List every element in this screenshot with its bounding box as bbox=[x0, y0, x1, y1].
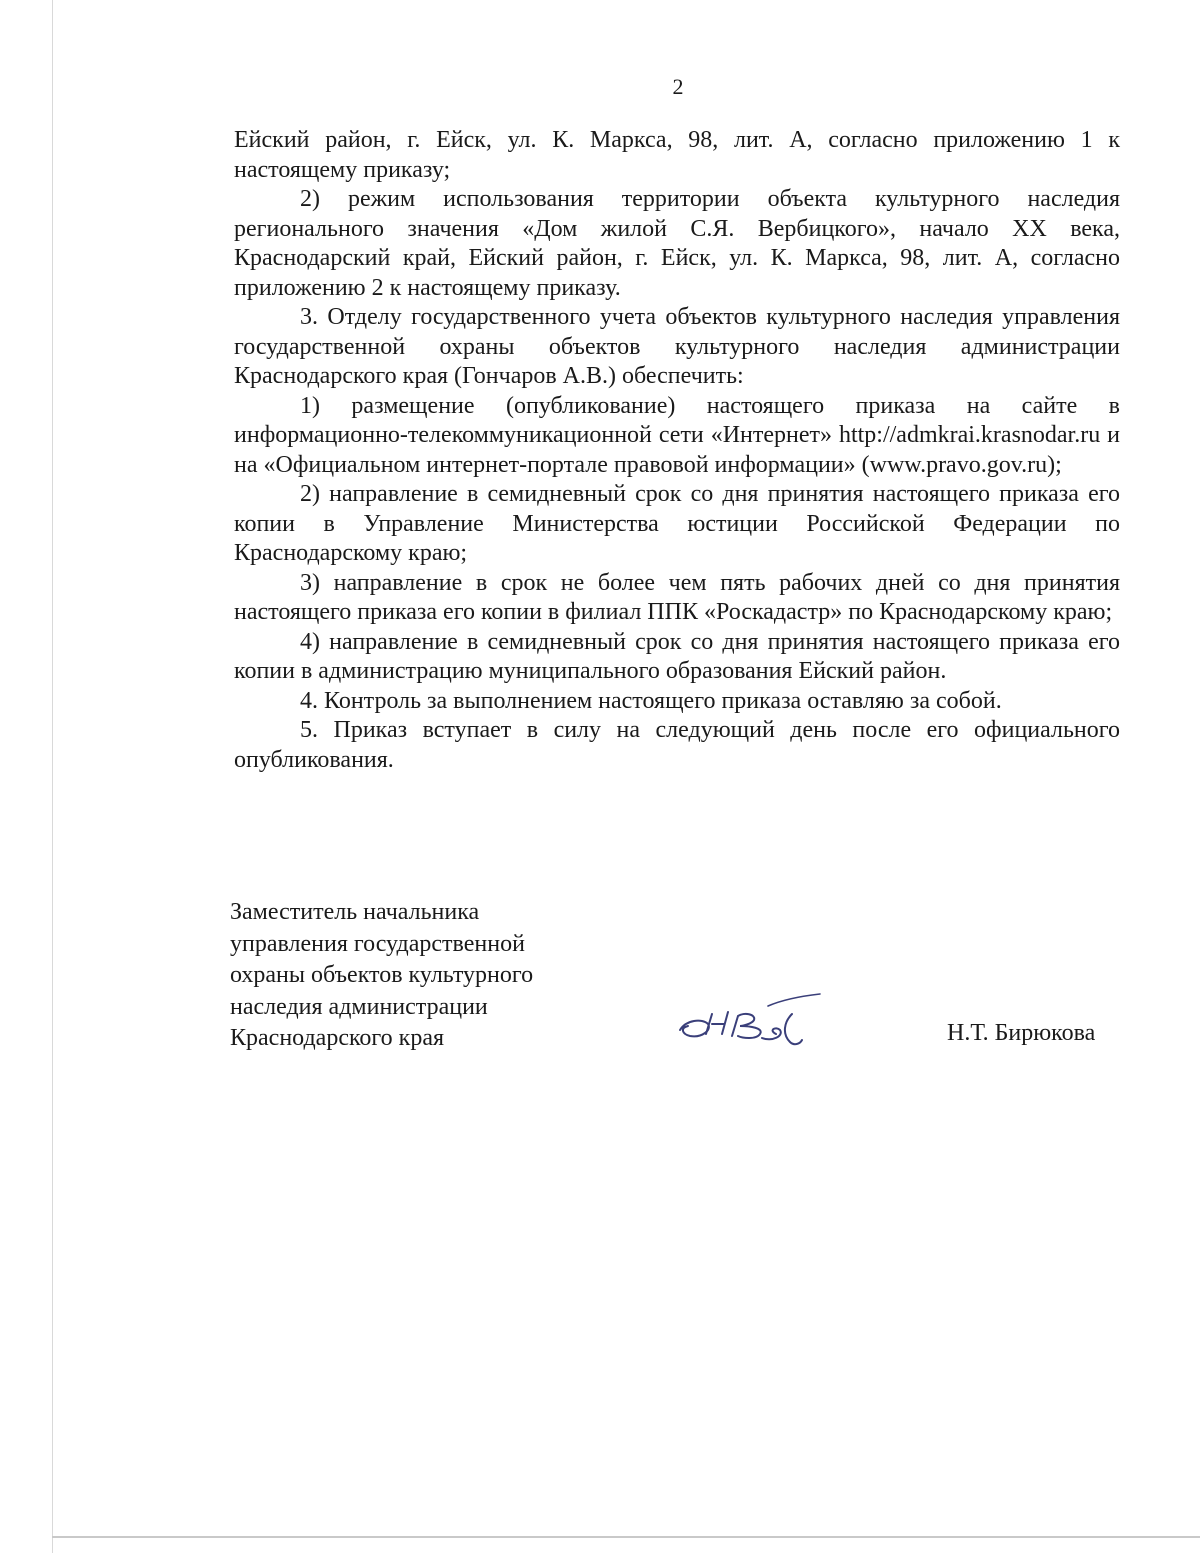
position-line-0: Заместитель начальника bbox=[230, 899, 480, 925]
page-number: 2 bbox=[672, 74, 684, 99]
position-line-3: наследия администрации bbox=[230, 993, 488, 1020]
position-line-1: управления государственной bbox=[230, 930, 525, 957]
signer-name: Н.Т. Бирюкова bbox=[947, 1020, 1096, 1046]
scan-bottom-edge bbox=[52, 1536, 1200, 1538]
paragraph-1: 2) режим использования территории объекта культурного наследия регионального значения «Дом жилой С.Я. Вербицкого», начало XX века, Краснодарский край, Ейский район, г. Ейск, ул. К. Маркса, 98, лит. А, согласно приложению 2 к настоящему приказу. bbox=[234, 186, 1120, 301]
paragraph-5: 3) направление в срок не более чем пять рабочих дней со дня принятия настоящего приказа его копии в филиал ППК «Роскадастр» по Краснодарскому краю; bbox=[234, 569, 1120, 625]
signatory-position bbox=[230, 897, 533, 1055]
position-line-4: Краснодарского края bbox=[230, 1025, 445, 1051]
paragraph-3: 1) размещение (опубликование) настоящего приказа на сайте в информационно-телекоммуникационной сети «Интернет» http://admkrai.krasnodar.ru и на «Официальном интернет-портале правовой информации» (www.pravo.gov.ru); bbox=[234, 392, 1120, 478]
paragraph-7: 4. Контроль за выполнением настоящего приказа оставляю за собой. bbox=[300, 687, 1002, 714]
handwritten-signature bbox=[672, 990, 832, 1060]
document-body bbox=[234, 126, 1120, 775]
paragraph-0: Ейский район, г. Ейск, ул. К. Маркса, 98, лит. А, согласно приложению 1 к настоящему приказу; bbox=[234, 127, 1120, 183]
paragraph-8: 5. Приказ вступает в силу на следующий день после его официального опубликования. bbox=[234, 717, 1120, 773]
scan-left-edge bbox=[52, 0, 53, 1553]
paragraph-2: 3. Отделу государственного учета объектов культурного наследия управления государственной охраны объектов культурного наследия администрации Краснодарского края (Гончаров А.В.) обеспечить: bbox=[234, 304, 1120, 389]
position-line-2: охраны объектов культурного bbox=[230, 962, 534, 988]
paragraph-4: 2) направление в семидневный срок со дня принятия настоящего приказа его копии в Управление Министерства юстиции Российской Федерации по Краснодарскому краю; bbox=[234, 481, 1120, 566]
paragraph-6: 4) направление в семидневный срок со дня принятия настоящего приказа его копии в администрацию муниципального образования Ейский район. bbox=[234, 628, 1120, 684]
